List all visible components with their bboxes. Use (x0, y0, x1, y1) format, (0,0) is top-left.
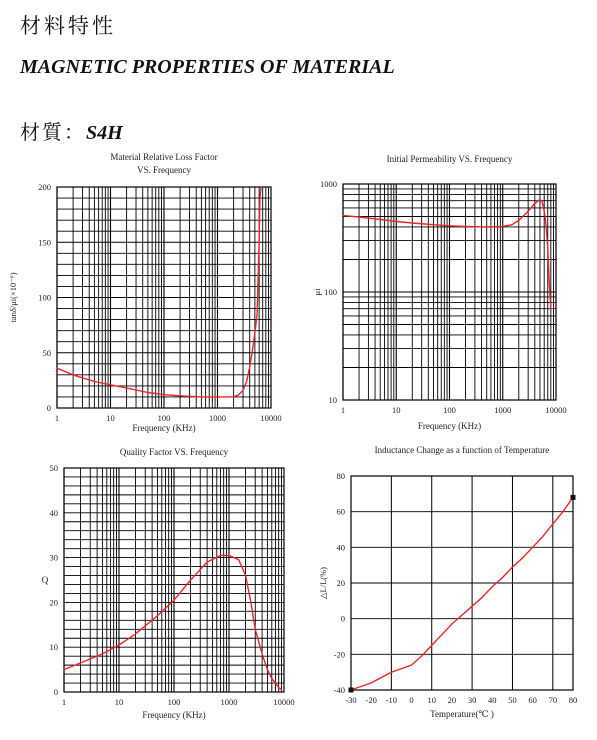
material-label: 材質： (20, 122, 86, 144)
x-tick-label: 100 (443, 405, 456, 415)
x-axis-label: Frequency (KHz) (142, 710, 206, 720)
x-tick-label: 0 (409, 695, 414, 705)
x-axis-label: Frequency (KHz) (417, 421, 482, 431)
y-tick-label: 0 (340, 613, 345, 624)
y-axis-label: Q (41, 575, 49, 585)
y-axis-label: μi (312, 288, 322, 296)
y-tick-label: 20 (49, 597, 58, 608)
y-tick-label: 100 (38, 292, 51, 303)
y-tick-label: 150 (38, 237, 51, 248)
x-tick-label: 10 (392, 405, 401, 415)
x-tick-label: 60 (528, 695, 537, 705)
y-tick-label: 200 (38, 182, 51, 192)
x-axis-label: Frequency (KHz) (132, 423, 196, 433)
chart-title: Inductance Change as a function of Temperature (374, 445, 550, 455)
page-title-english: MAGNETIC PROPERTIES OF MATERIAL (20, 56, 395, 78)
x-tick-label: 1 (54, 413, 60, 423)
x-tick-label: 80 (568, 695, 578, 705)
chart-title: Initial Permeability VS. Frequency (386, 154, 513, 164)
y-tick-label: 60 (336, 506, 345, 517)
x-tick-label: 1000 (209, 413, 226, 423)
x-tick-label: -30 (345, 695, 357, 705)
x-tick-label: 10000 (273, 697, 295, 707)
y-tick-label: 40 (336, 542, 345, 553)
x-tick-label: -10 (385, 695, 398, 705)
x-tick-label: 70 (548, 695, 558, 705)
x-tick-label: 1000 (220, 697, 238, 707)
y-tick-label: 100 (324, 287, 337, 297)
x-tick-label: 1 (61, 697, 67, 707)
chart-title: Material Relative Loss Factor (110, 152, 218, 162)
page-title-chinese: 材料特性 (20, 14, 116, 38)
y-tick-label: -20 (333, 649, 345, 660)
x-tick-label: 40 (488, 695, 497, 705)
y-tick-label: 10 (328, 395, 337, 405)
x-tick-label: 1000 (494, 405, 512, 415)
y-axis-label: tanδ/μi(×10⁻⁶) (8, 272, 18, 323)
x-tick-label: 10 (106, 413, 115, 423)
x-tick-label: 10 (427, 695, 436, 705)
y-tick-label: -40 (333, 685, 345, 695)
y-tick-label: 0 (53, 687, 58, 697)
y-tick-label: 40 (49, 507, 58, 518)
x-tick-label: 10 (114, 697, 124, 707)
x-tick-label: -20 (365, 695, 377, 705)
chart-subtitle: VS. Frequency (137, 165, 191, 175)
x-tick-label: 100 (157, 413, 171, 423)
x-tick-label: 1 (340, 405, 346, 415)
y-tick-label: 10 (49, 642, 58, 653)
y-tick-label: 1000 (320, 179, 337, 189)
y-tick-label: 80 (336, 471, 345, 481)
x-tick-label: 10000 (260, 413, 282, 423)
y-tick-label: 0 (46, 403, 51, 413)
x-tick-label: 10000 (545, 405, 567, 415)
material-value: S4H (86, 122, 123, 144)
endpoint-marker (571, 495, 576, 500)
series-line (351, 497, 573, 690)
x-tick-label: 20 (447, 695, 457, 705)
endpoint-marker (349, 688, 354, 693)
x-axis-label: Temperature(℃ ) (430, 709, 494, 719)
y-tick-label: 20 (336, 578, 345, 588)
y-tick-label: 50 (42, 347, 51, 358)
y-tick-label: 50 (49, 463, 58, 473)
y-tick-label: 30 (49, 552, 58, 563)
chart-title: Quality Factor VS. Frequency (119, 447, 229, 457)
x-tick-label: 100 (167, 697, 181, 707)
y-axis-label: △L/L(%) (318, 566, 328, 600)
x-tick-label: 30 (467, 695, 477, 705)
x-tick-label: 50 (508, 695, 517, 705)
